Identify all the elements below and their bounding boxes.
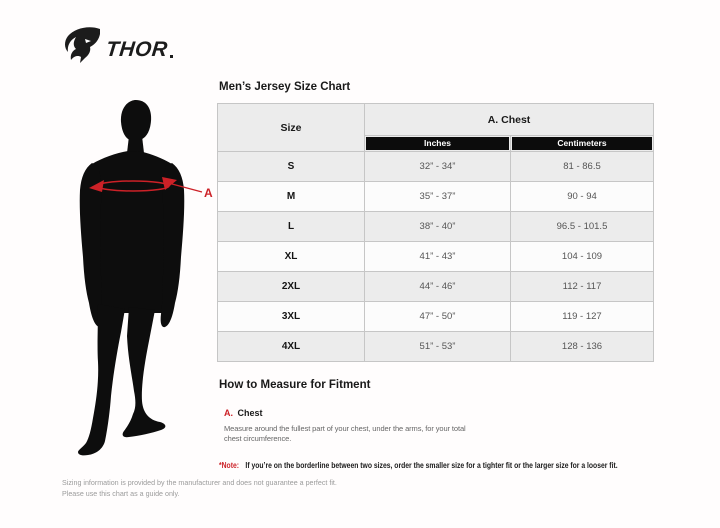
chest-measurement-label: A bbox=[204, 186, 213, 200]
brand-trademark-dot bbox=[170, 55, 173, 58]
table-row bbox=[218, 272, 654, 302]
cm-value: 96.5 - 101.5 bbox=[511, 212, 654, 242]
brand-wordmark: THOR bbox=[104, 38, 169, 61]
cm-value: 90 - 94 bbox=[511, 182, 654, 212]
inches-value: 51” - 53” bbox=[365, 332, 511, 362]
cm-value: 119 - 127 bbox=[511, 302, 654, 332]
column-header-inches: Inches bbox=[365, 136, 511, 152]
cm-value: 128 - 136 bbox=[511, 332, 654, 362]
table-row bbox=[218, 182, 654, 212]
column-header-centimeters: Centimeters bbox=[511, 136, 654, 152]
measure-item-name: Chest bbox=[237, 408, 263, 418]
table-row bbox=[218, 212, 654, 242]
inches-value: 38” - 40” bbox=[365, 212, 511, 242]
size-chart-title: Men’s Jersey Size Chart bbox=[219, 81, 351, 93]
size-value: M bbox=[218, 182, 365, 212]
inches-value: 41” - 43” bbox=[365, 242, 511, 272]
table-header-row bbox=[218, 104, 654, 136]
inches-value: 35” - 37” bbox=[365, 182, 511, 212]
thor-logo bbox=[63, 27, 173, 63]
column-header-chest-group: A. Chest bbox=[365, 104, 654, 136]
measure-item-chest bbox=[224, 403, 469, 444]
size-table bbox=[217, 103, 654, 362]
cm-value: 112 - 117 bbox=[511, 272, 654, 302]
inches-value: 32” - 34” bbox=[365, 152, 511, 182]
borderline-note bbox=[219, 460, 618, 470]
size-value: S bbox=[218, 152, 365, 182]
table-row bbox=[218, 302, 654, 332]
inches-value: 47” - 50” bbox=[365, 302, 511, 332]
inches-value: 44” - 46” bbox=[365, 272, 511, 302]
sizing-disclaimer bbox=[62, 477, 337, 499]
column-header-size: Size bbox=[218, 104, 365, 152]
note-label: *Note: bbox=[219, 460, 240, 470]
goat-head-icon bbox=[63, 27, 103, 63]
table-row bbox=[218, 152, 654, 182]
body-silhouette bbox=[78, 100, 184, 455]
disclaimer-line-2: Please use this chart as a guide only. bbox=[62, 489, 180, 498]
note-text: If you’re on the borderline between two sizes, order the smaller size for a tighter fit or the larger size for a looser fit. bbox=[245, 460, 618, 470]
cm-value: 81 - 86.5 bbox=[511, 152, 654, 182]
size-value: L bbox=[218, 212, 365, 242]
size-value: 3XL bbox=[218, 302, 365, 332]
table-row bbox=[218, 332, 654, 362]
cm-value: 104 - 109 bbox=[511, 242, 654, 272]
size-value: 4XL bbox=[218, 332, 365, 362]
table-row bbox=[218, 242, 654, 272]
male-silhouette-figure bbox=[76, 94, 221, 459]
measure-heading: How to Measure for Fitment bbox=[219, 379, 371, 391]
disclaimer-line-1: Sizing information is provided by the manufacturer and does not guarantee a perfect fit. bbox=[62, 478, 337, 487]
size-value: 2XL bbox=[218, 272, 365, 302]
size-value: XL bbox=[218, 242, 365, 272]
measure-item-letter: A. bbox=[224, 408, 233, 418]
measure-item-description: Measure around the fullest part of your chest, under the arms, for your total chest circumference. bbox=[224, 424, 466, 443]
